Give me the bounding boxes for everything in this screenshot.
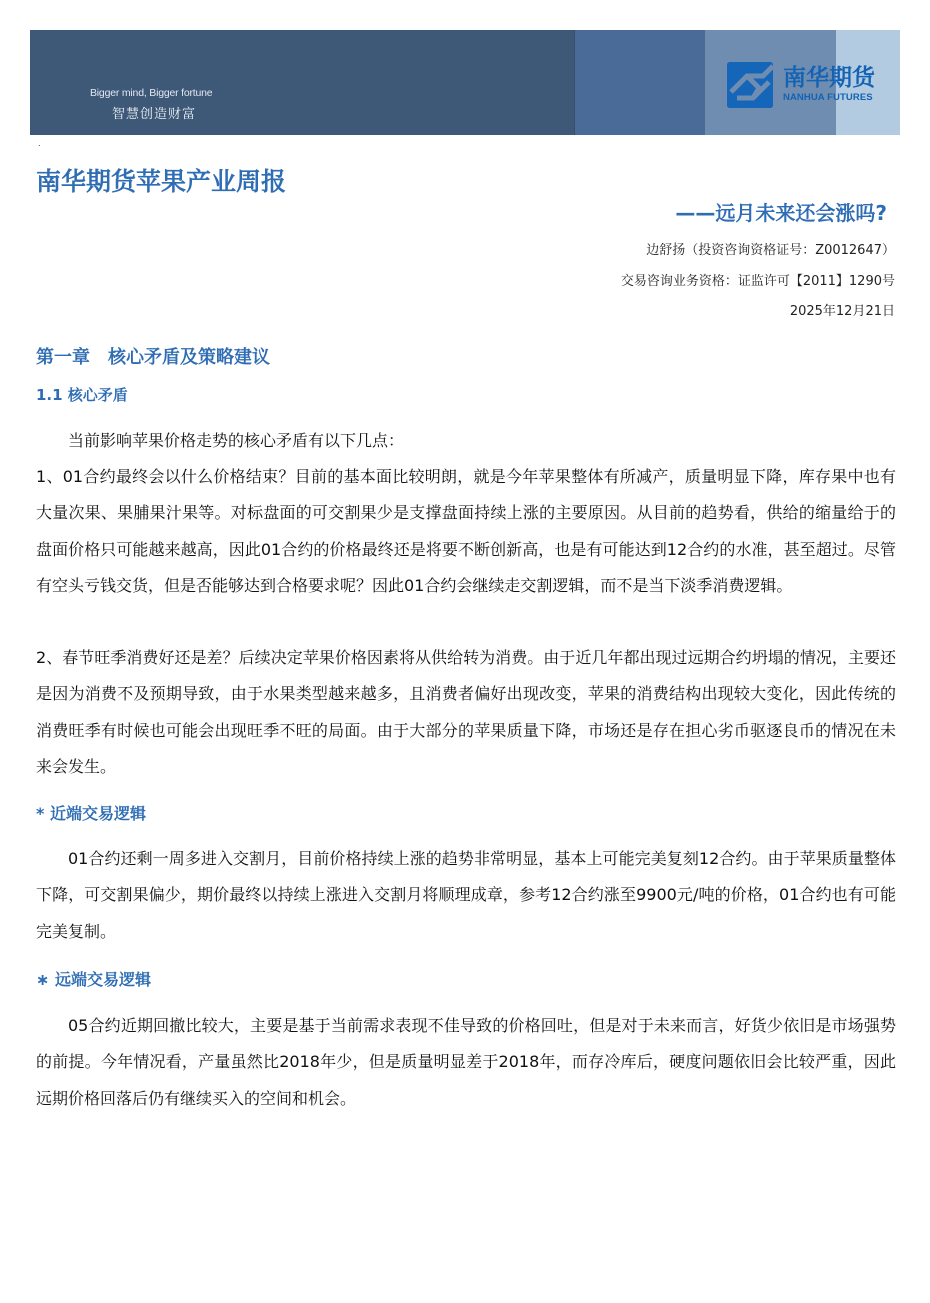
far-logic-paragraph: 05合约近期回撤比较大，主要是基于当前需求表现不佳导致的价格回吐，但是对于未来而言，好货少依旧是市场强势的前提。今年情况看，产量虽然比2018年少，但是质量明显差于2018年，而存冷库后，硬度问题依旧会比较严重，因此远期价格回落后仍有继续买入的空间和机会。 bbox=[36, 1016, 896, 1108]
banner-dark-panel bbox=[30, 30, 574, 135]
logo-chinese-name: 南华期货 bbox=[783, 65, 875, 92]
author-info: 边舒扬（投资咨询资格证号：Z0012647） bbox=[646, 243, 895, 258]
page-marker: . bbox=[38, 139, 41, 148]
slogan-chinese: 智慧创造财富 bbox=[112, 107, 197, 122]
far-logic-heading: ∗ 远端交易逻辑 bbox=[36, 970, 151, 989]
license-info: 交易咨询业务资格：证监许可【2011】1290号 bbox=[620, 274, 895, 289]
point-2-paragraph: 2、春节旺季消费好还是差？后续决定苹果价格因素将从供给转为消费。由于近几年都出现过远期合约坍塌的情况，主要还是因为消费不及预期导致，由于水果类型越来越多，且消费者偏好出现改变，苹果的消费结构出现较大变化，因此传统的消费旺季有时候也可能会出现旺季不旺的局面。由于大部分的苹果质量下降，市场还是存在担心劣币驱逐良币的情况在未来会发生。 bbox=[36, 648, 896, 776]
report-title: 南华期货苹果产业周报 bbox=[36, 167, 287, 196]
point-1-paragraph: 1、01合约最终会以什么价格结束？目前的基本面比较明朗，就是今年苹果整体有所减产，质量明显下降，库存果中也有大量次果、果脯果汁果等。对标盘面的可交割果少是支撑盘面持续上涨的主要原因。从目前的趋势看，供给的缩量给于的盘面价格只可能越来越高，因此01合约的价格最终还是将要不断创新高，也是有可能达到12合约的水准，甚至超过。尽管有空头亏钱交货，但是否能够达到合格要求呢？因此01合约会继续走交割逻辑，而不是当下淡季消费逻辑。 bbox=[36, 467, 896, 595]
near-logic-heading: * 近端交易逻辑 bbox=[36, 804, 146, 823]
near-logic-paragraph: 01合约还剩一周多进入交割月，目前价格持续上涨的趋势非常明显，基本上可能完美复刻12合约。由于苹果质量整体下降，可交割果偏少，期价最终以持续上涨进入交割月将顺理成章，参考12合约涨至9900元/吨的价格，01合约也有可能完美复制。 bbox=[36, 849, 896, 941]
report-date: 2025年12月21日 bbox=[789, 304, 895, 319]
nanhua-logo-icon bbox=[727, 62, 773, 108]
chapter-heading: 第一章 核心矛盾及策略建议 bbox=[36, 347, 270, 368]
logo-english-name: NANHUA FUTURES bbox=[783, 92, 873, 104]
intro-paragraph: 当前影响苹果价格走势的核心矛盾有以下几点： bbox=[68, 431, 405, 450]
company-logo bbox=[727, 62, 875, 108]
section-heading: 1.1 核心矛盾 bbox=[36, 386, 128, 404]
slogan-english: Bigger mind, Bigger fortune bbox=[90, 87, 213, 99]
report-subtitle: ——远月未来还会涨吗? bbox=[675, 201, 887, 225]
banner-mid-panel bbox=[574, 30, 705, 135]
